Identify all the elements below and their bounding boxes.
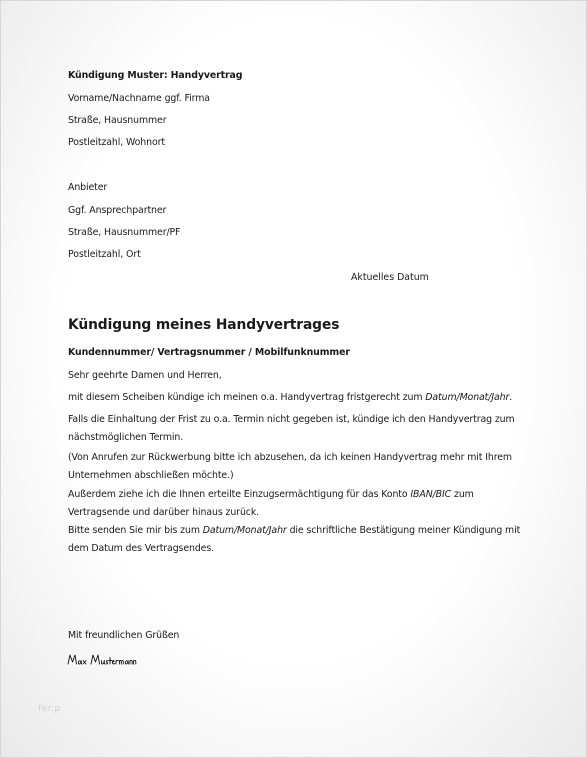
paragraph-termination-end: .	[509, 392, 513, 403]
placeholder-date: Datum/Monat/Jahr	[425, 392, 510, 403]
placeholder-confirmation-date: Datum/Monat/Jahr	[202, 525, 287, 536]
sender-city: Postleitzahl, Wohnort	[68, 137, 165, 148]
recipient-street: Straße, Hausnummer/PF	[68, 227, 181, 238]
paragraph-confirmation-line-2: dem Datum des Vertragsendes.	[68, 542, 215, 554]
signature-image	[66, 650, 138, 670]
paragraph-termination-text: mit diesem Scheiben kündige ich meinen o.a. Handyvertrag fristgerecht zum	[68, 392, 426, 403]
paragraph-confirmation	[68, 522, 528, 557]
paragraph-direct-debit-text: Außerdem ziehe ich die Ihnen erteilte Einzugsermächtigung für das Konto	[68, 489, 411, 500]
paragraph-no-callback-line-2: Unternehmen abschließen möchte.)	[68, 469, 234, 481]
paragraph-direct-debit	[68, 486, 528, 521]
watermark: fer.p	[38, 704, 61, 714]
reference-line: Kundennummer/ Vertragsnummer / Mobilfunknummer	[68, 347, 350, 358]
paragraph-direct-debit-tail: zum	[451, 489, 474, 500]
closing: Mit freundlichen Grüßen	[68, 630, 180, 641]
placeholder-iban: IBAN/BIC	[410, 489, 452, 500]
paragraph-deadline-line-1: Falls die Einhaltung der Frist zu o.a. Termin nicht gegeben ist, kündige ich den Handyvertrag zum	[68, 414, 515, 425]
handwritten-signature	[66, 650, 138, 674]
letter-date: Aktuelles Datum	[351, 272, 429, 283]
salutation: Sehr geehrte Damen und Herren,	[68, 370, 222, 381]
paragraph-confirmation-tail: die schriftliche Bestätigung meiner Kündigung mit	[286, 525, 521, 536]
paragraph-direct-debit-line-2: Vertragsende und darüber hinaus zurück.	[68, 506, 260, 518]
paragraph-no-callback	[68, 449, 528, 484]
letter-subject: Kündigung meines Handyvertrages	[68, 317, 340, 333]
paragraph-confirmation-text: Bitte senden Sie mir bis zum	[68, 525, 203, 536]
recipient-provider: Anbieter	[68, 182, 108, 193]
sender-street: Straße, Hausnummer	[68, 115, 167, 126]
paragraph-confirmation-line-1	[68, 522, 528, 540]
paragraph-deadline	[68, 411, 528, 446]
recipient-contact: Ggf. Ansprechpartner	[68, 205, 167, 216]
document-title: Kündigung Muster: Handyvertrag	[68, 70, 243, 81]
paragraph-direct-debit-line-1	[68, 486, 528, 504]
recipient-city: Postleitzahl, Ort	[68, 249, 141, 260]
paragraph-no-callback-line-1: (Von Anrufen zur Rückwerbung bitte ich abzusehen, da ich keinen Handyvertrag mehr mit Ihrem	[68, 452, 512, 463]
sender-name: Vorname/Nachname ggf. Firma	[68, 93, 210, 104]
paragraph-deadline-line-2: nächstmöglichen Termin.	[68, 431, 184, 443]
paragraph-termination	[68, 389, 512, 407]
